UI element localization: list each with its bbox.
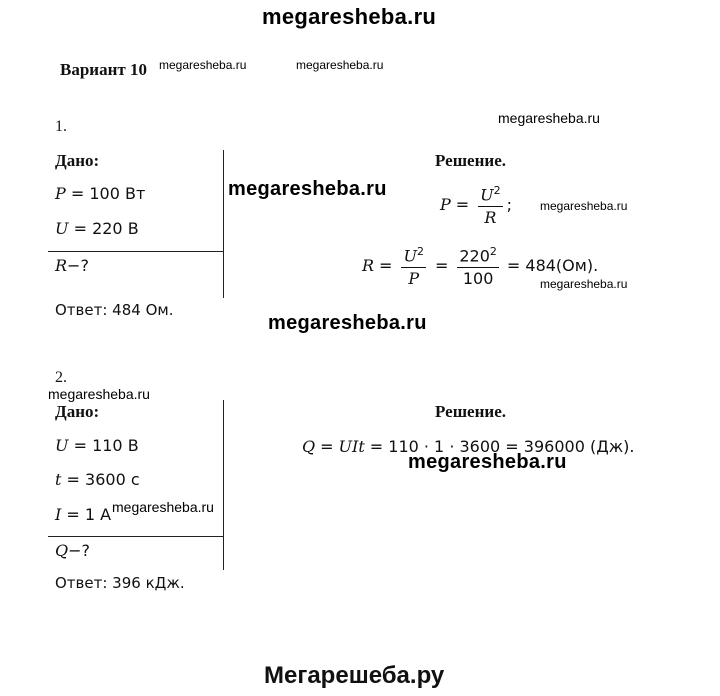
problem-1-answer: Ответ: 484 Ом. [55, 301, 174, 319]
value: = 220 В [73, 219, 139, 238]
numerator: U [480, 185, 494, 205]
equals-sign: = [434, 256, 449, 276]
problem-2-given-voltage [55, 436, 139, 455]
footer-site-name: Мегарешеба.ру [264, 662, 445, 689]
watermark-large: megaresheba.ru [228, 178, 387, 200]
problem-2-solution-heading: Решение. [435, 402, 506, 421]
denominator: R [484, 208, 497, 228]
watermark-small: megaresheba.ru [498, 110, 600, 126]
problem-2-given-time [55, 470, 140, 489]
symbol: P [55, 184, 66, 203]
symbol: Q [55, 541, 69, 560]
exponent: 2 [489, 245, 497, 258]
symbol: I [55, 505, 62, 524]
symbol: R [55, 256, 68, 275]
denominator: 100 [462, 269, 494, 289]
formula-result: = 110 · 1 · 3600 = 396000 (Дж). [369, 437, 635, 456]
numerator: U [403, 246, 417, 266]
value: = 110 В [73, 436, 139, 455]
fraction [401, 243, 425, 288]
variant-title: Вариант 10 [60, 60, 147, 79]
problem-1-formula-power [440, 182, 512, 227]
problem-1-given-power [55, 184, 145, 203]
equals-sign: = [320, 437, 334, 456]
problem-2-find [55, 541, 90, 560]
header-site-watermark: megaresheba.ru [262, 4, 437, 29]
watermark-small: megaresheba.ru [540, 199, 628, 213]
formula-lhs: P [440, 195, 451, 215]
problem-2-number: 2. [55, 369, 67, 386]
watermark-small: megaresheba.ru [112, 499, 214, 515]
numerator: 220 [459, 246, 490, 266]
problem-2-given-current [55, 505, 111, 524]
value: = 3600 с [66, 470, 140, 489]
equals-sign: = [379, 256, 393, 276]
given-separator-line [223, 150, 224, 298]
formula-result: = 484(Ом). [506, 256, 599, 276]
given-divider-line [48, 536, 224, 537]
symbol: U [55, 436, 69, 455]
watermark-small: megaresheba.ru [540, 277, 628, 291]
problem-2-answer: Ответ: 396 кДж. [55, 574, 185, 592]
formula-lhs: R [362, 256, 375, 276]
problem-2-given-heading: Дано: [55, 402, 100, 421]
given-separator-line [223, 400, 224, 570]
symbol: t [55, 470, 62, 489]
fraction [478, 182, 502, 227]
given-divider-line [48, 251, 224, 252]
problem-1-number: 1. [55, 118, 67, 135]
formula-lhs: Q [302, 437, 316, 456]
fraction [457, 243, 499, 288]
value: = 100 Вт [70, 184, 146, 203]
symbol: U [55, 219, 69, 238]
problem-1-given-heading: Дано: [55, 151, 100, 170]
denominator: P [408, 269, 420, 289]
exponent: 2 [416, 245, 424, 258]
equals-sign: = [455, 195, 470, 215]
value: −? [68, 541, 91, 560]
problem-1-given-voltage [55, 219, 139, 238]
watermark-small: megaresheba.ru [159, 58, 247, 72]
formula-tail: ; [506, 195, 513, 215]
watermark-large: megaresheba.ru [268, 312, 427, 334]
formula-uit: UIt [338, 437, 365, 456]
problem-1-find [55, 256, 89, 275]
watermark-small: megaresheba.ru [296, 58, 384, 72]
watermark-small: megaresheba.ru [48, 386, 150, 402]
problem-1-solution-heading: Решение. [435, 151, 506, 170]
value: −? [67, 256, 89, 275]
value: = 1 А [66, 505, 112, 524]
watermark-large: megaresheba.ru [408, 451, 567, 473]
exponent: 2 [493, 184, 501, 197]
